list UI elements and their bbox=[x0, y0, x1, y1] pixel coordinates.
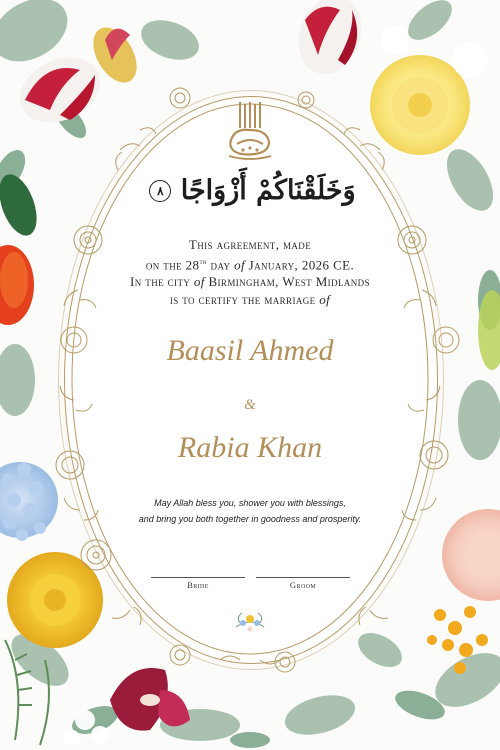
intro-line-2-mid: day bbox=[206, 256, 235, 272]
bismillah-calligraphy-icon bbox=[225, 100, 275, 162]
groom-signature-line: Groom bbox=[256, 577, 350, 590]
bride-name: Rabia Khan bbox=[177, 431, 323, 464]
intro-line-4 bbox=[0, 291, 500, 309]
intro-line-3 bbox=[0, 273, 500, 291]
ordinal-suffix: th bbox=[199, 257, 207, 266]
agreement-intro bbox=[0, 236, 500, 308]
blessing-line-2: and bring you both together in goodness and prosperity. bbox=[138, 514, 362, 524]
ampersand: & bbox=[244, 397, 256, 413]
intro-line-3-start: In the city bbox=[130, 274, 194, 290]
intro-line-4-start: is to certify the marriage bbox=[169, 291, 320, 307]
floral-seal-icon bbox=[230, 603, 270, 637]
blessing-line-1: May Allah bless you, shower you with blessings, bbox=[154, 498, 346, 508]
intro-line-3-end: Birmingham, West Midlands bbox=[204, 274, 370, 290]
intro-line-1: This agreement, made bbox=[188, 237, 312, 252]
verse-text: وَخَلَقْنَاكُمْ أَزْوَاجًا bbox=[180, 175, 356, 206]
intro-line-3-of: of bbox=[193, 274, 205, 290]
blessing-text bbox=[0, 495, 500, 527]
intro-line-2-start: on the 28 bbox=[145, 256, 200, 272]
groom-name: Baasil Ahmed bbox=[166, 334, 334, 367]
intro-line-2-of: of bbox=[234, 256, 246, 272]
intro-line-2 bbox=[0, 254, 500, 274]
bride-signature-line: Bride bbox=[151, 577, 245, 590]
ayah-number-marker: ٨ bbox=[149, 180, 171, 202]
intro-line-4-of: of bbox=[319, 291, 331, 307]
intro-line-2-end: January, 2026 CE. bbox=[245, 256, 355, 272]
quran-verse bbox=[0, 174, 500, 206]
